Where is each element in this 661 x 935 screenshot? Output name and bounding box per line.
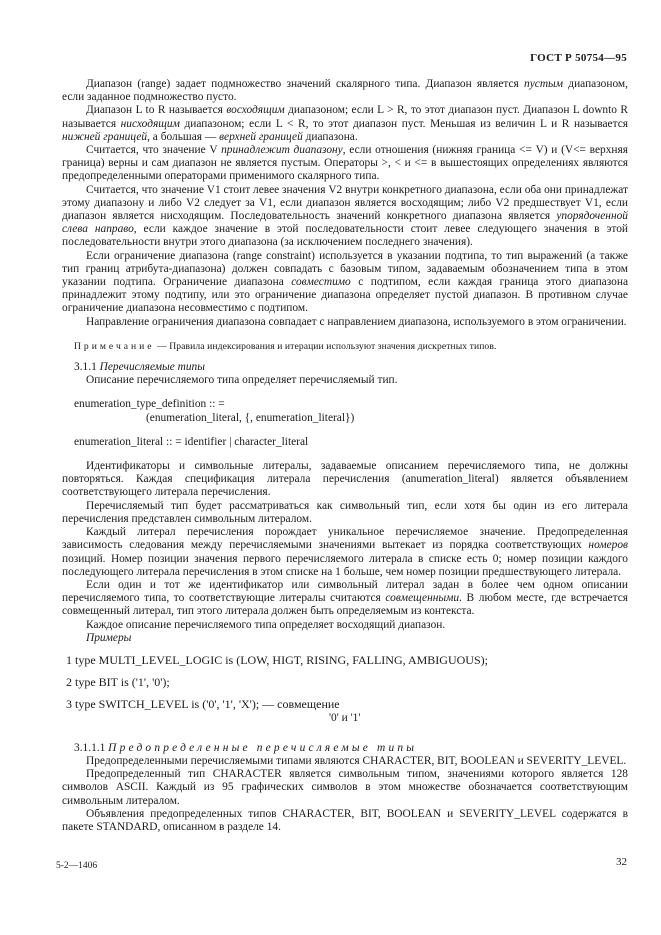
paragraph-range-constraint: Если ограничение диапазона (range constraint) используется в указании подтипа, то тип выражений (а также тип границ атрибута-диапазона) должен совпадать с базовым типом, задаваемым обозначением типа в этом указании подтипа. Ограничение диапазона совместимо с подтипом, если каждая граница этого диапазона принадлежит этому подтипу, или это ограничение диапазона определяет пустой диапазон. В противном случае ограничение диапазона несовместимо с подтипом.: [62, 249, 628, 315]
paragraph-overloaded: Если один и тот же идентификатор или символьный литерал задан в более чем одном описании перечисляемого типа, то соответствующие литералы считаются совмещенными. В любом месте, где встречается совмещенный литерал, тип этого литерала должен быть определяемым из контекста.: [62, 578, 628, 618]
note-label: Примечание: [74, 340, 155, 352]
example-2: 2 type BIT is ('1', '0');: [66, 675, 170, 690]
example-1: 1 type MULTI_LEVEL_LOGIC is (LOW, HIGT, RISING, FALLING, AMBIGUOUS);: [66, 652, 488, 667]
section-heading-3111: 3.1.1.1 Предопределенные перечисляемые типы: [74, 741, 418, 754]
page-number: 32: [616, 856, 627, 868]
paragraph-ascending-range: Каждое описание перечисляемого типа определяет восходящий диапазон.: [86, 618, 446, 631]
section-heading-311: 3.1.1 Перечисляемые типы: [74, 361, 205, 374]
note: [62, 340, 628, 353]
section-311-description: Описание перечисляемого типа определяет перечисляемый тип.: [86, 374, 398, 387]
code-enum-def-body: (enumeration_literal, {, enumeration_literal}): [146, 411, 355, 424]
example-3: 3 type SWITCH_LEVEL is ('0', '1', 'X'); — совмещение: [66, 697, 340, 712]
paragraph-predefined-types: Предопределенными перечисляемыми типами являются CHARACTER, BIT, BOOLEAN и SEVERITY_LEVEL.: [86, 754, 627, 767]
code-enum-literal: enumeration_literal :: = identifier | character_literal: [74, 435, 309, 448]
page-body: [62, 78, 628, 834]
document-id: ГОСТ Р 50754—95: [530, 52, 627, 64]
paragraph-positions: Каждый литерал перечисления порождает уникальное перечисляемое значение. Предопределенная зависимость следования между перечисляемыми значениями вытекает из порядка соответствующих номеров позиций. Номер позиции значения первого перечисляемого литерала в списке есть 0; номер позиции каждого последующего литерала перечисления в этом списке на 1 больше, чем номер позиции предшествующего литерала.: [62, 526, 628, 578]
paragraph-standard-package: Объявления предопределенных типов CHARACTER, BIT, BOOLEAN и SEVERITY_LEVEL содержатся в пакете STANDARD, описанном в разделе 14.: [62, 807, 628, 833]
paragraph-character-type: Перечисляемый тип будет рассматриваться как символьный тип, если хотя бы один из его литерала перечисления представлен символьным литералом.: [62, 499, 628, 525]
paragraph-character-ascii: Предопределенный тип CHARACTER является символьным типом, значениями которого является 128 символов ASCII. Каждый из 95 графических символов в этом множестве обозначается соответствующим символьным литералом.: [62, 768, 628, 807]
paragraph-left-of: Считается, что значение V1 стоит левее значения V2 внутри конкретного диапазона, если оба они принадлежат этому диапазону и либо V2 следует за V1, если диапазон является восходящим; либо V2 предшествует V1, если диапазон является нисходящим. Последовательность значений конкретного диапазона является упорядоченной слева направо, если каждое значение в этой последовательности стоит левее следующего значения в этой последовательности внутри этого диапазона (за исключением последнего значения).: [62, 183, 628, 249]
paragraph-direction: Направление ограничения диапазона совпадает с направлением диапазона, используемого в этом ограничении.: [86, 315, 627, 328]
paragraph-identifiers: Идентификаторы и символьные литералы, задаваемые описанием перечисляемого типа, не должны повторяться. Каждая спецификация литерала перечисления (anumeration_literal) является объявлением соответствующего литерала перечисления.: [62, 460, 628, 499]
paragraph-ascending-descending: Диапазон L to R называется восходящим диапазоном; если L > R, то этот диапазон пуст. Диапазон L downto R называется нисходящим диапазоном; если L < R, то этот диапазон пуст. Меньшая из величин L и R называется нижней границей, а большая — верхней границей диапазона.: [62, 104, 629, 143]
paragraph-range: Диапазон (range) задает подмножество значений скалярного типа. Диапазон является пустым диапазоном, если заданное подмножество пусто.: [62, 78, 628, 104]
paragraph-belongs: Считается, что значение V принадлежит диапазону, если отношения (нижняя граница <= V) и (V<= верхняя граница) верны и сам диапазон не является пустым. Операторы >, < и <= в вышестоящих определениях являются предопределенными операторами применимого скалярного типа.: [62, 144, 628, 183]
print-code: 5-2—1406: [56, 861, 98, 871]
examples-label: Примеры: [86, 631, 132, 644]
note-text: — Правила индексирования и итерации используют значения дискретных типов.: [154, 340, 497, 352]
code-enum-def: enumeration_type_definition :: =: [74, 398, 225, 411]
example-3-comment: '0' и '1': [329, 711, 361, 724]
